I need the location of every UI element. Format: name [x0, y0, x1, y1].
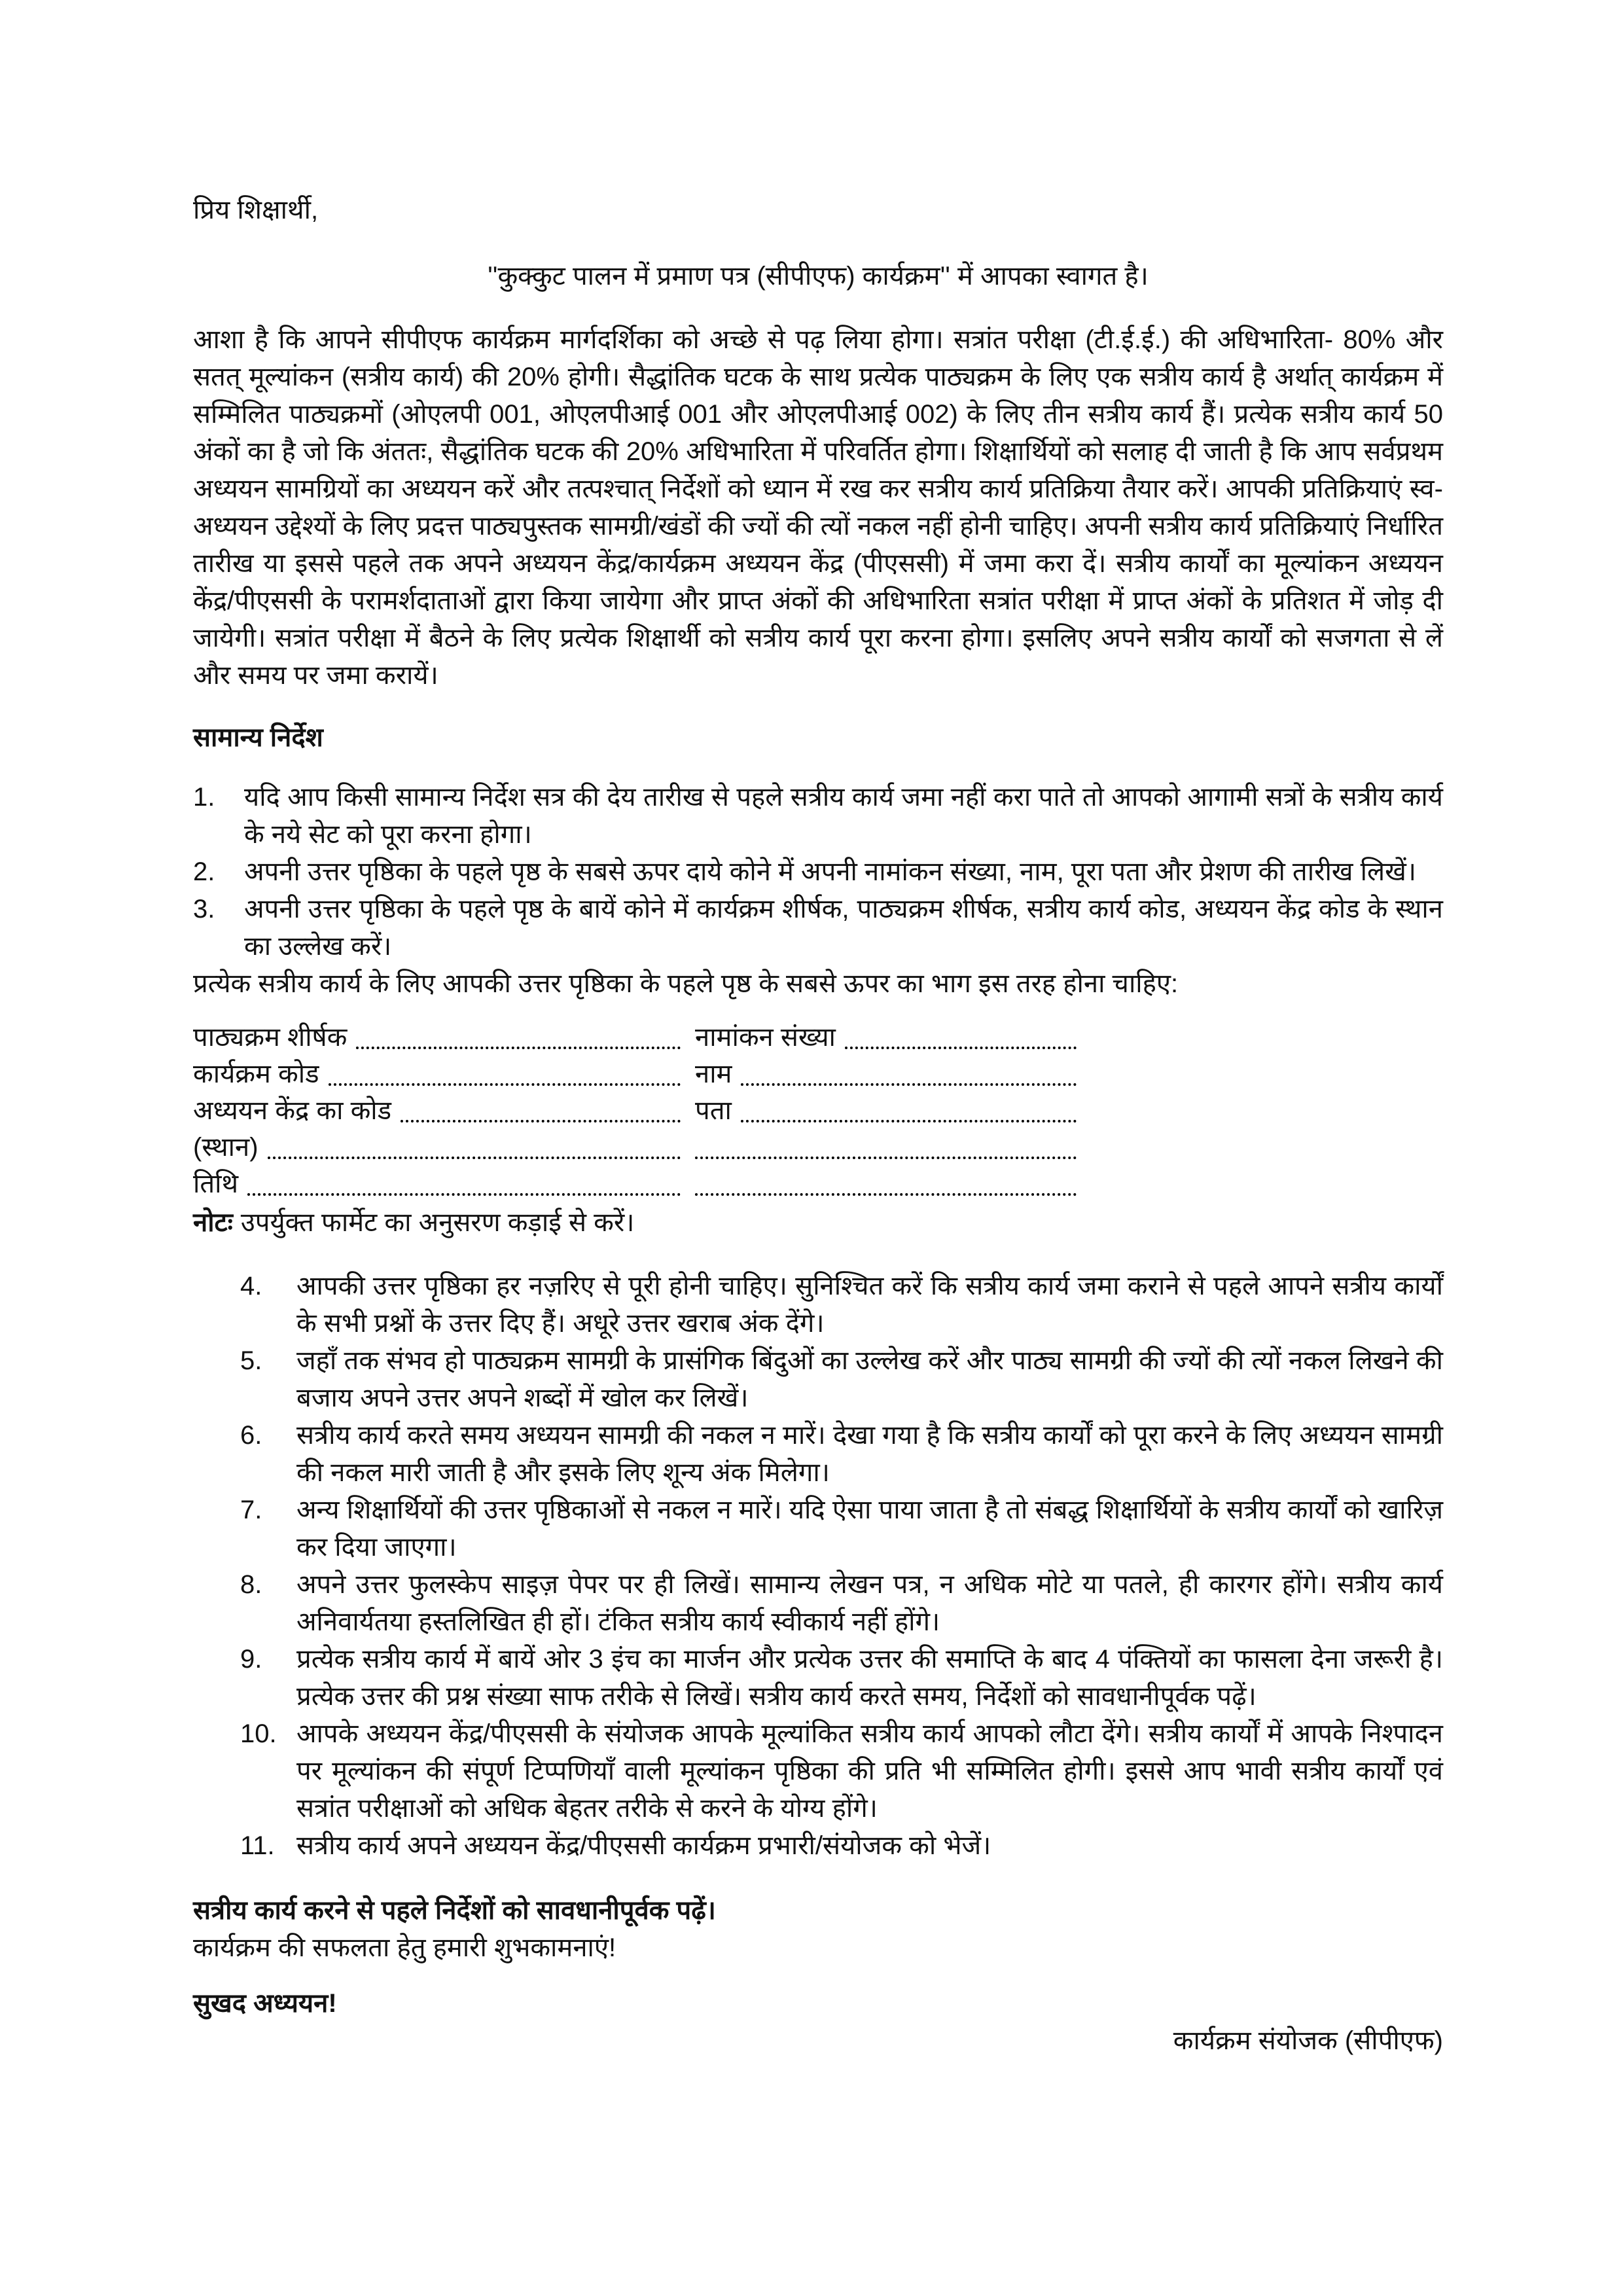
- form-row: [193, 1130, 1443, 1166]
- dotted-line: [268, 1157, 681, 1159]
- dotted-line: [741, 1083, 1077, 1086]
- list-item: [240, 1715, 1443, 1827]
- item-text: सत्रीय कार्य अपने अध्ययन केंद्र/पीएससी कार्यक्रम प्रभारी/संयोजक को भेजें।: [296, 1831, 991, 1860]
- item-text: अन्य शिक्षार्थियों की उत्तर पृष्ठिकाओं से नकल न मारें। यदि ऐसा पाया जाता है तो संबद्ध शिक्षार्थियों के सत्रीय कार्यों को खारिज़ कर दिया जाएगा।: [296, 1496, 1443, 1562]
- form-label: पता: [695, 1096, 732, 1125]
- list-item: [240, 1827, 1443, 1865]
- detailed-instructions-list: [193, 1268, 1443, 1865]
- item-number: 1.: [193, 783, 215, 812]
- dotted-line: [356, 1047, 681, 1049]
- salutation: प्रिय शिक्षार्थी,: [193, 196, 319, 224]
- form-field: [695, 1056, 1077, 1093]
- form-field: [193, 1092, 681, 1130]
- document-content: [193, 192, 1443, 2060]
- list-item: [193, 853, 1443, 891]
- general-instructions-heading: सामान्य निर्देश: [193, 723, 323, 752]
- form-field: [193, 1166, 681, 1203]
- item-text: प्रत्येक सत्रीय कार्य में बायें ओर 3 इंच का मार्जन और प्रत्येक उत्तर की समाप्ति के बाद 4 पंक्तियों का फासला देना जरूरी है। प्रत्येक उत्तर की प्रश्न संख्या साफ तरीके से लिखें। सत्रीय कार्य करते समय, निर्देशों को सावधानीपूर्वक पढ़ें।: [296, 1645, 1443, 1711]
- item-text: अपनी उत्तर पृष्ठिका के पहले पृष्ठ के सबसे ऊपर दाये कोने में अपनी नामांकन संख्या, नाम, पूरा पता और प्रेशण की तारीख लिखें।: [244, 857, 1416, 886]
- item-text: जहाँ तक संभव हो पाठ्यक्रम सामग्री के प्रासंगिक बिंदुओं का उल्लेख करें और पाठ्य सामग्री की ज्यों की त्यों नकल लिखने की बजाय अपने उत्तर अपने शब्दों में खोल कर लिखें।: [296, 1346, 1443, 1412]
- format-note: [193, 1204, 1443, 1242]
- form-field: [193, 1019, 681, 1056]
- list-item: [240, 1566, 1443, 1641]
- item-text: यदि आप किसी सामान्य निर्देश सत्र की देय तारीख से पहले सत्रीय कार्य जमा नहीं करा पाते तो आपको आगामी सत्रों के सत्रीय कार्य के नये सेट को पूरा करना होगा।: [244, 783, 1443, 849]
- item-text: आपकी उत्तर पृष्ठिका हर नज़रिए से पूरी होनी चाहिए। सुनिश्चित करें कि सत्रीय कार्य जमा कराने से पहले आपने सत्रीय कार्यों के सभी प्रश्नों के उत्तर दिए हैं। अधूरे उत्तर खराब अंक देंगे।: [296, 1272, 1443, 1338]
- dotted-line: [741, 1120, 1077, 1122]
- form-label: नाम: [695, 1060, 732, 1088]
- closing-instruction: सत्रीय कार्य करने से पहले निर्देशों को सावधानीपूर्वक पढ़ें।: [193, 1896, 716, 1925]
- form-field: [695, 1092, 1077, 1130]
- form-field: [193, 1056, 681, 1093]
- item-number: 7.: [240, 1496, 262, 1524]
- closing-wish: कार्यक्रम की सफलता हेतु हमारी शुभकामनाएं!: [193, 1933, 616, 1962]
- list-item: [240, 1268, 1443, 1342]
- dotted-line: [401, 1120, 681, 1122]
- answer-sheet-format-intro: प्रत्येक सत्रीय कार्य के लिए आपकी उत्तर पृष्ठिका के पहले पृष्ठ के सबसे ऊपर का भाग इस तरह होना चाहिए:: [193, 969, 1179, 998]
- form-row: [193, 1056, 1443, 1093]
- form-row: [193, 1093, 1443, 1130]
- item-number: 10.: [240, 1719, 277, 1748]
- list-item: [240, 1492, 1443, 1566]
- signature-line: कार्यक्रम संयोजक (सीपीएफ): [1173, 2026, 1443, 2055]
- item-number: 6.: [240, 1421, 262, 1450]
- dotted-line: [695, 1193, 1077, 1196]
- item-number: 8.: [240, 1570, 262, 1599]
- form-row: [193, 1020, 1443, 1056]
- dotted-line: [695, 1157, 1077, 1159]
- answer-sheet-format-form: [193, 1020, 1443, 1203]
- item-number: 3.: [193, 895, 215, 924]
- item-number: 9.: [240, 1645, 262, 1674]
- list-item: [240, 1342, 1443, 1417]
- happy-study-line: सुखद अध्ययन!: [193, 1989, 337, 2018]
- form-label: अध्ययन केंद्र का कोड: [193, 1096, 392, 1125]
- dotted-line: [845, 1047, 1077, 1049]
- form-row: [193, 1166, 1443, 1203]
- item-number: 11.: [240, 1831, 275, 1860]
- general-instructions-list: [193, 779, 1443, 965]
- form-field: [695, 1157, 1077, 1166]
- form-field: [695, 1019, 1077, 1056]
- item-text: अपनी उत्तर पृष्ठिका के पहले पृष्ठ के बायें कोने में कार्यक्रम शीर्षक, पाठ्यक्रम शीर्षक, सत्रीय कार्य कोड, अध्ययन केंद्र कोड के स्थान का उल्लेख करें।: [244, 895, 1443, 961]
- dotted-line: [329, 1083, 681, 1086]
- list-item: [240, 1641, 1443, 1715]
- list-item: [193, 779, 1443, 853]
- form-label: (स्थान): [193, 1133, 259, 1162]
- note-label: नोटः: [193, 1208, 233, 1237]
- form-label: पाठ्यक्रम शीर्षक: [193, 1023, 348, 1052]
- form-label: कार्यक्रम कोड: [193, 1060, 319, 1088]
- item-number: 2.: [193, 857, 215, 886]
- form-label: तिथि: [193, 1170, 239, 1198]
- note-text: उपर्युक्त फार्मेट का अनुसरण कड़ाई से करें।: [240, 1208, 635, 1237]
- item-number: 4.: [240, 1272, 262, 1300]
- list-item: [240, 1417, 1443, 1492]
- item-text: अपने उत्तर फुलस्केप साइज़ पेपर पर ही लिखें। सामान्य लेखन पत्र, न अधिक मोटे या पतले, ही कारगर होंगे। सत्रीय कार्य अनिवार्यतया हस्तलिखित ही हों। टंकित सत्रीय कार्य स्वीकार्य नहीं होंगे।: [296, 1570, 1443, 1636]
- item-text: सत्रीय कार्य करते समय अध्ययन सामग्री की नकल न मारें। देखा गया है कि सत्रीय कार्यों को पूरा करने के लिए अध्ययन सामग्री की नकल मारी जाती है और इसके लिए शून्य अंक मिलेगा।: [296, 1421, 1443, 1487]
- intro-paragraph: आशा है कि आपने सीपीएफ कार्यक्रम मार्गदर्शिका को अच्छे से पढ़ लिया होगा। सत्रांत परीक्षा (टी.ई.ई.) की अधिभारिता- 80% और सतत् मूल्यांकन (सत्रीय कार्य) की 20% होगी। सैद्धांतिक घटक के साथ प्रत्येक पाठ्यक्रम के लिए एक सत्रीय कार्य है अर्थात् कार्यक्रम में सम्मिलित पाठ्यक्रमों (ओएलपी 001, ओएलपीआई 001 और ओएलपीआई 002) के लिए तीन सत्रीय कार्य हैं। प्रत्येक सत्रीय कार्य 50 अंकों का है जो कि अंततः, सैद्धांतिक घटक की 20% अधिभारिता में परिवर्तित होगा। शिक्षार्थियों को सलाह दी जाती है कि आप सर्वप्रथम अध्ययन सामग्रियों का अध्ययन करें और तत्पश्चात् निर्देशों को ध्यान में रख कर सत्रीय कार्य प्रतिक्रिया तैयार करें। आपकी प्रतिक्रियाएं स्व-अध्ययन उद्देश्यों के लिए प्रदत्त पाठ्यपुस्तक सामग्री/खंडों की ज्यों की त्यों नकल नहीं होनी चाहिए। अपनी सत्रीय कार्य प्रतिक्रियाएं निर्धारित तारीख या इससे पहले तक अपने अध्ययन केंद्र/कार्यक्रम अध्ययन केंद्र (पीएससी) में जमा करा दें। सत्रीय कार्यों का मूल्यांकन अध्ययन केंद्र/पीएससी के परामर्शदाताओं द्वारा किया जायेगा और प्राप्त अंकों की अधिभारिता सत्रांत परीक्षा में प्राप्त अंकों के प्रतिशत में जोड़ दी जायेगी। सत्रांत परीक्षा में बैठने के लिए प्रत्येक शिक्षार्थी को सत्रीय कार्य पूरा करना होगा। इसलिए अपने सत्रीय कार्यों को सजगता से लें और समय पर जमा करायें।: [193, 325, 1444, 690]
- form-field: [695, 1193, 1077, 1203]
- list-item: [193, 891, 1443, 965]
- form-field: [193, 1129, 681, 1166]
- form-label: नामांकन संख्या: [695, 1023, 836, 1052]
- dotted-line: [247, 1193, 681, 1196]
- item-number: 5.: [240, 1346, 262, 1375]
- welcome-heading: ''कुक्कुट पालन में प्रमाण पत्र (सीपीएफ) कार्यक्रम'' में आपका स्वागत है।: [488, 262, 1149, 291]
- item-text: आपके अध्ययन केंद्र/पीएससी के संयोजक आपके मूल्यांकित सत्रीय कार्य आपको लौटा देंगे। सत्रीय कार्यों में आपके निश्पादन पर मूल्यांकन की संपूर्ण टिप्पणियाँ वाली मूल्यांकन पृष्ठिका की प्रति भी सम्मिलित होगी। इससे आप भावी सत्रीय कार्यों एवं सत्रांत परीक्षाओं को अधिक बेहतर तरीके से करने के योग्य होंगे।: [296, 1719, 1443, 1823]
